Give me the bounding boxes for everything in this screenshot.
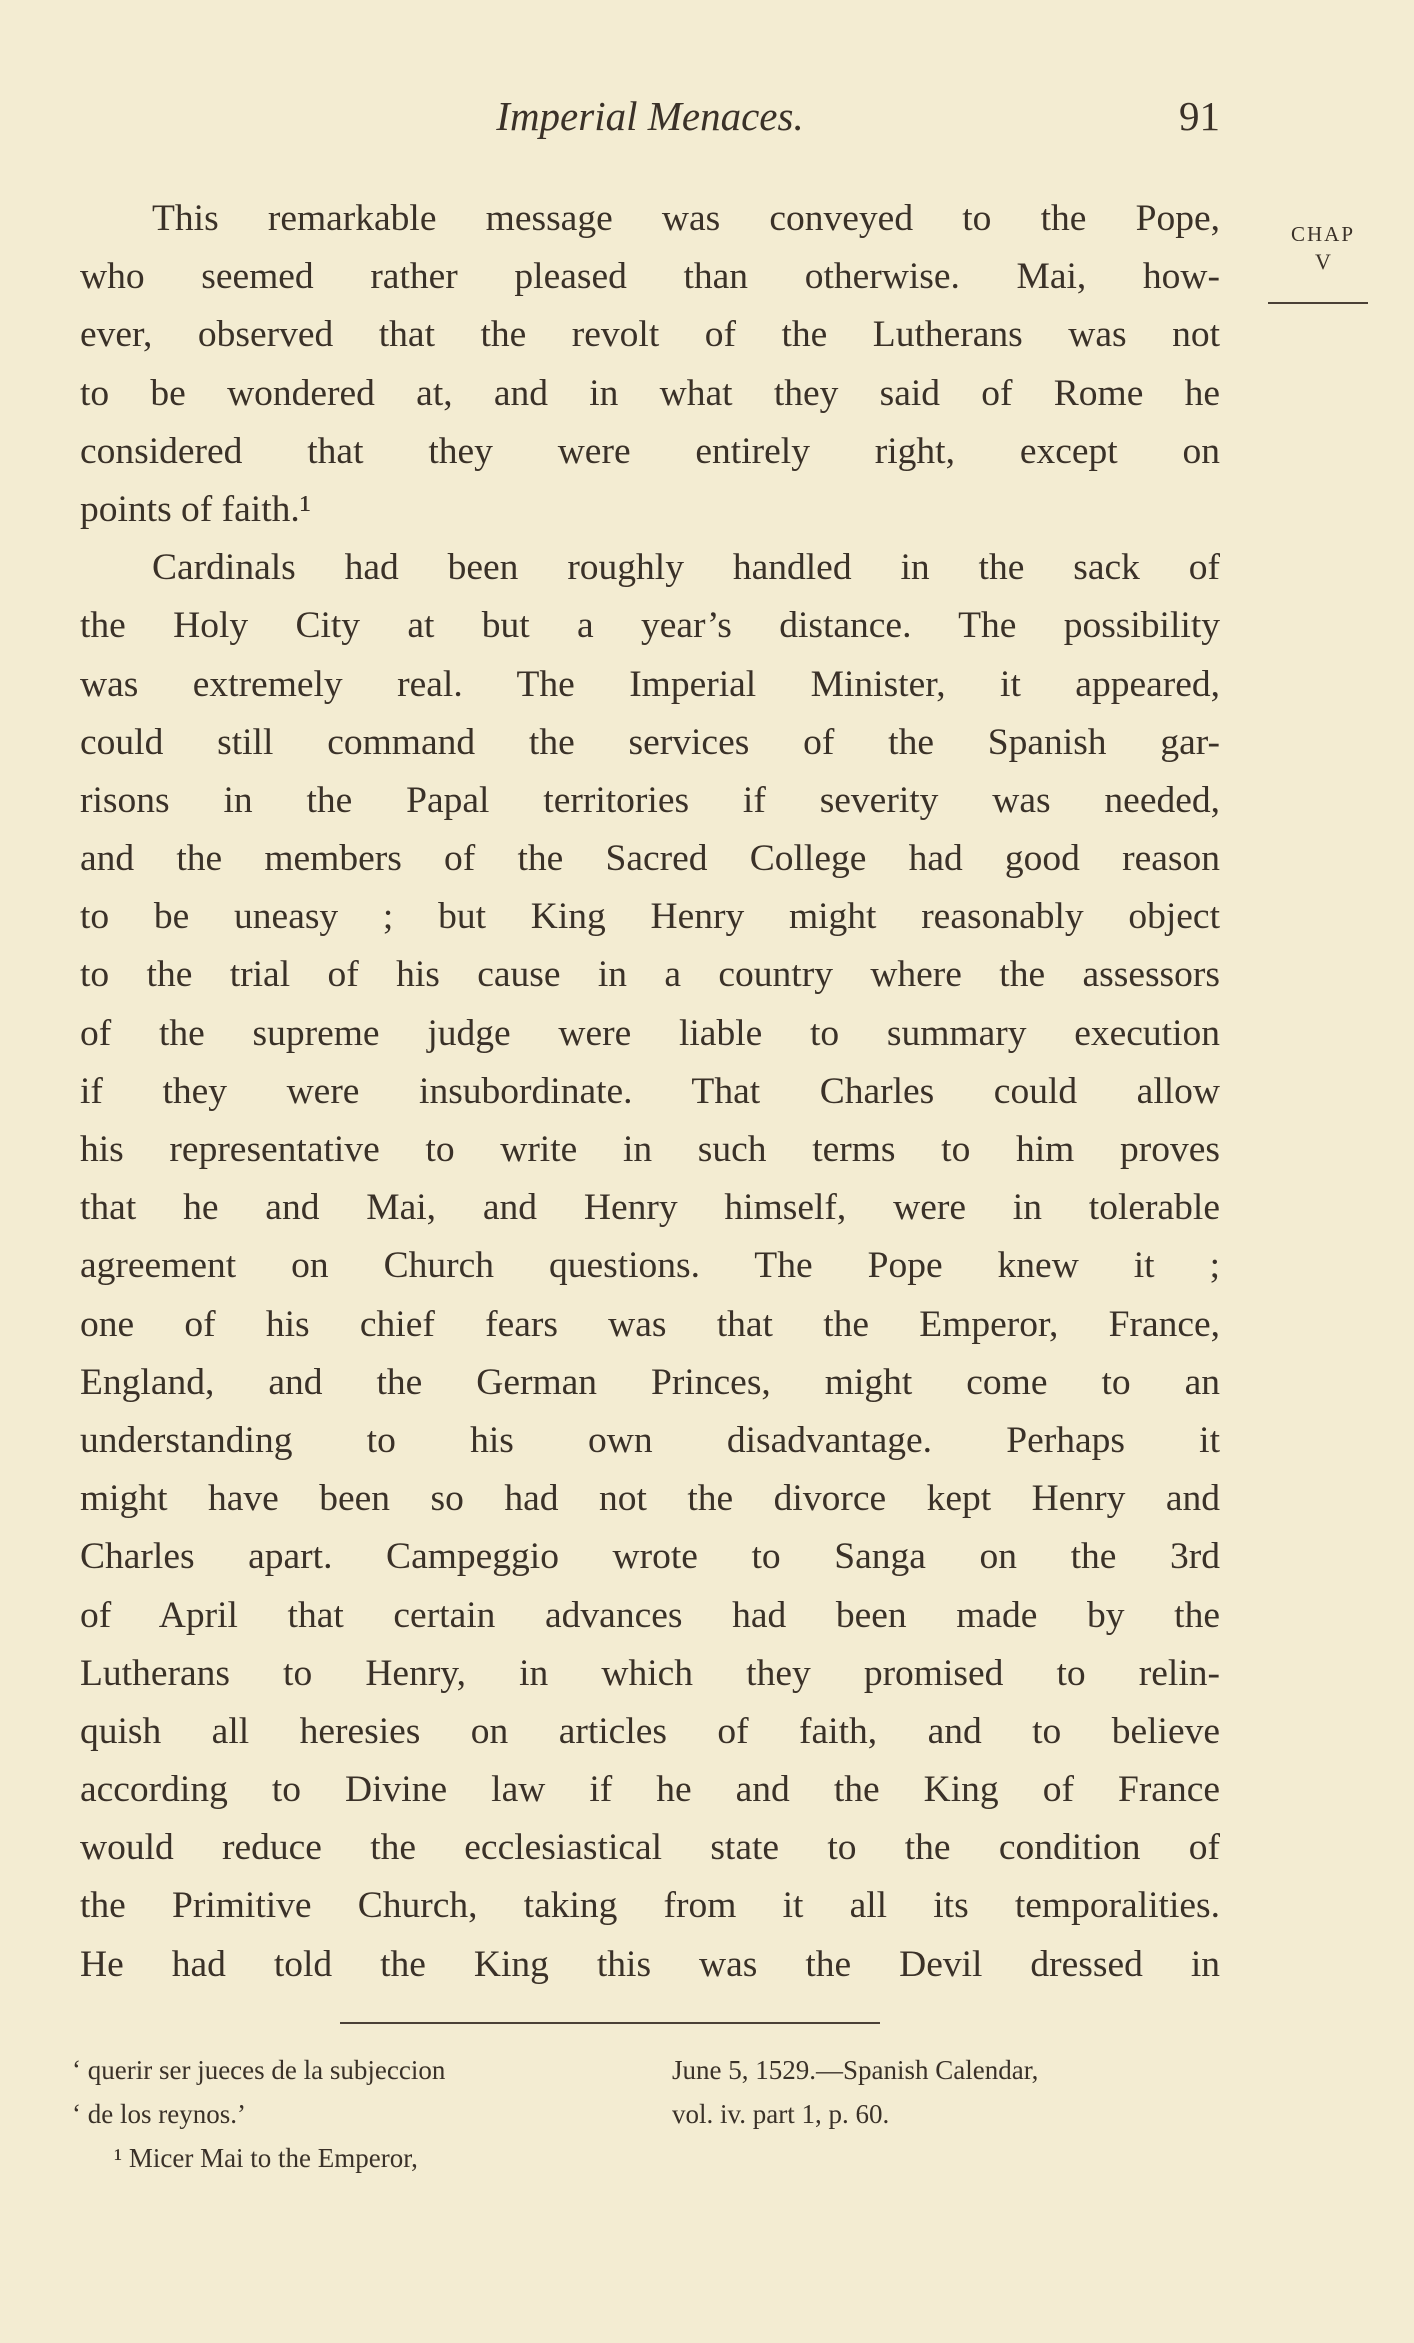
text-line: quish all heresies on articles of faith, and to believe bbox=[80, 1710, 1220, 1752]
footnote-text: June 5, 1529.—Spanish Calendar, bbox=[672, 2055, 1039, 2085]
margin-rule bbox=[1268, 302, 1368, 304]
text-line: ever, observed that the revolt of the Lutherans was not bbox=[80, 314, 1220, 356]
footnote-line bbox=[72, 2136, 1222, 2180]
chapter-number: V bbox=[1315, 249, 1331, 274]
text-line: England, and the German Princes, might come to an bbox=[80, 1361, 1220, 1403]
chapter-label: CHAP bbox=[1290, 222, 1356, 246]
text-line: the Primitive Church, taking from it all its temporalities. bbox=[80, 1885, 1220, 1927]
footnote-text: ‘ de los reynos.’ bbox=[72, 2099, 246, 2129]
text-line: the Holy City at but a year’s distance. The possibility bbox=[80, 605, 1220, 647]
page-number: 91 bbox=[1179, 93, 1220, 139]
body-text bbox=[80, 190, 1220, 1994]
text-line: one of his chief fears was that the Emperor, France, bbox=[80, 1303, 1220, 1345]
text-line: Charles apart. Campeggio wrote to Sanga on the 3rd bbox=[80, 1536, 1220, 1578]
page-header bbox=[80, 92, 1220, 152]
chapter-margin-note bbox=[1278, 220, 1368, 276]
text-line: understanding to his own disadvantage. Perhaps it bbox=[80, 1419, 1220, 1461]
text-line: his representative to write in such terms to him proves bbox=[80, 1129, 1220, 1170]
text-line: who seemed rather pleased than otherwise. Mai, how- bbox=[80, 256, 1220, 298]
text-line: This remarkable message was conveyed to the Pope, bbox=[152, 198, 1220, 239]
running-title: Imperial Menaces. bbox=[496, 93, 804, 139]
footnote-text: vol. iv. part 1, p. 60. bbox=[672, 2099, 890, 2129]
text-line: to the trial of his cause in a country where the assessors bbox=[80, 954, 1220, 996]
text-line: might have been so had not the divorce kept Henry and bbox=[80, 1478, 1220, 1520]
text-line: of April that certain advances had been made by the bbox=[80, 1594, 1220, 1636]
footnote-text: ‘ querir ser jueces de la subjeccion bbox=[72, 2055, 446, 2085]
text-line: that he and Mai, and Henry himself, were in tolerable bbox=[80, 1187, 1220, 1229]
text-line: He had told the King this was the Devil dressed in bbox=[80, 1943, 1220, 1985]
text-line: and the members of the Sacred College had good reason bbox=[80, 838, 1220, 880]
text-line: according to Divine law if he and the King of France bbox=[80, 1769, 1220, 1811]
text-line: was extremely real. The Imperial Minister, it appeared, bbox=[80, 663, 1220, 705]
text-line: Lutherans to Henry, in which they promised to relin- bbox=[80, 1652, 1220, 1694]
text-line: points of faith.¹ bbox=[80, 488, 312, 530]
footnote-text: ¹ Micer Mai to the Emperor, bbox=[114, 2143, 418, 2173]
footnotes bbox=[72, 2048, 1222, 2180]
footnote-line bbox=[72, 2048, 1222, 2092]
footnote-line bbox=[72, 2092, 1222, 2136]
text-line: risons in the Papal territories if severity was needed, bbox=[80, 779, 1220, 821]
text-line: if they were insubordinate. That Charles could allow bbox=[80, 1070, 1220, 1112]
text-line: agreement on Church questions. The Pope knew it ; bbox=[80, 1245, 1220, 1287]
text-line: to be uneasy ; but King Henry might reasonably object bbox=[80, 896, 1220, 938]
text-line: could still command the services of the Spanish gar- bbox=[80, 721, 1220, 763]
text-line: to be wondered at, and in what they said of Rome he bbox=[80, 372, 1220, 414]
text-line: Cardinals had been roughly handled in the sack of bbox=[152, 547, 1220, 589]
text-line: of the supreme judge were liable to summary execution bbox=[80, 1012, 1220, 1054]
footnote-rule bbox=[340, 2022, 880, 2024]
text-line: would reduce the ecclesiastical state to the condition of bbox=[80, 1827, 1220, 1869]
text-line: considered that they were entirely right, except on bbox=[80, 430, 1220, 472]
